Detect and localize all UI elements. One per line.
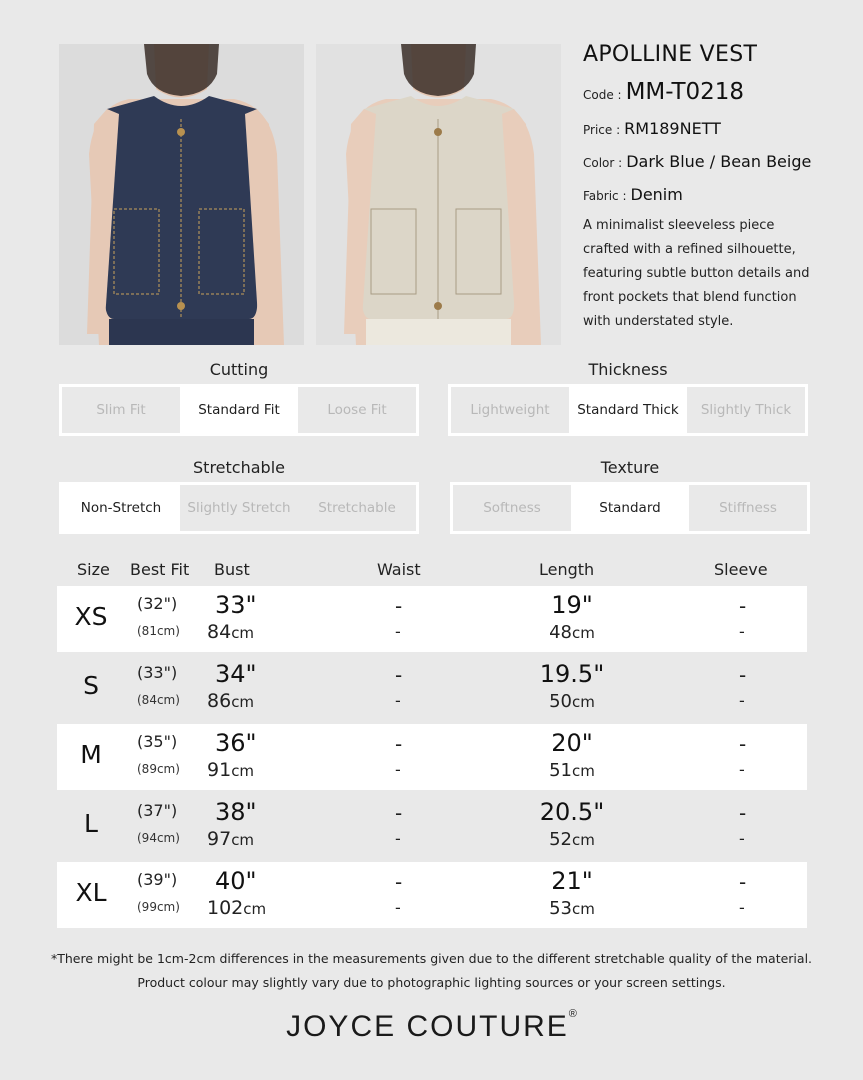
size-label: M: [80, 740, 102, 769]
size-row-xl: [57, 862, 807, 928]
length-inch: 19.5": [539, 660, 605, 688]
waist-cm: -: [395, 829, 401, 848]
bust-cm-value: 91: [207, 759, 232, 781]
header-best-fit: Best Fit: [130, 560, 190, 579]
thickness-title: Thickness: [588, 360, 668, 379]
bust-cm-value: 102: [207, 897, 244, 919]
sleeve-inch: -: [739, 801, 747, 825]
cutting-option: Standard Fit: [180, 387, 298, 433]
waist-inch: -: [395, 732, 403, 756]
bust-cm: [207, 690, 254, 712]
unit-label: cm: [231, 693, 255, 711]
length-cm: [517, 898, 627, 919]
registered-mark: ®: [568, 1008, 577, 1020]
product-price: RM189NETT: [624, 119, 721, 138]
product-photo-bean-beige: [316, 44, 561, 345]
size-row-s: [57, 655, 807, 721]
size-label: XL: [75, 878, 107, 907]
unit-label: cm: [231, 831, 255, 849]
header-waist: Waist: [377, 560, 421, 579]
product-code: MM-T0218: [625, 79, 745, 105]
bust-inch: 34": [215, 660, 257, 688]
bust-cm-value: 86: [207, 690, 232, 712]
best-fit-cm: (84cm): [137, 693, 180, 707]
size-chart-header: [57, 556, 807, 586]
thickness-option: Standard Thick: [569, 387, 687, 433]
brand-name: JOYCE COUTURE: [286, 1010, 569, 1043]
length-cm: [517, 760, 627, 781]
waist-inch: -: [395, 801, 403, 825]
length-inch: 19": [551, 591, 593, 619]
best-fit-inch: (33"): [137, 663, 178, 682]
sleeve-cm: -: [739, 898, 745, 917]
waist-cm: -: [395, 898, 401, 917]
product-photo-dark-blue: [59, 44, 304, 345]
product-description: A minimalist sleeveless piece crafted with a refined silhouette, featuring subtle button details and front pockets that blend function with understated style.: [583, 218, 810, 329]
bust-inch: 38": [215, 798, 257, 826]
stretchable-option: Non-Stretch: [62, 485, 180, 531]
thickness-scale: [448, 384, 808, 436]
best-fit-cm: (89cm): [137, 762, 180, 776]
product-price-row: [583, 119, 823, 138]
code-label: Code :: [583, 88, 622, 102]
size-label: S: [83, 671, 99, 700]
length-inch: 20": [551, 729, 593, 757]
texture-option: Softness: [453, 485, 571, 531]
texture-scale: [450, 482, 810, 534]
cutting-option: Loose Fit: [298, 387, 416, 433]
size-chart: [57, 556, 807, 931]
header-sleeve: Sleeve: [714, 560, 768, 579]
unit-label: cm: [572, 693, 595, 711]
waist-inch: -: [395, 594, 403, 618]
best-fit-inch: (35"): [137, 732, 178, 751]
fabric-label: Fabric :: [583, 189, 627, 203]
waist-inch: -: [395, 663, 403, 687]
sleeve-cm: -: [739, 760, 745, 779]
waist-cm: -: [395, 691, 401, 710]
length-inch: 20.5": [539, 798, 605, 826]
sleeve-cm: -: [739, 622, 745, 641]
best-fit-inch: (39"): [137, 870, 178, 889]
best-fit-cm: (94cm): [137, 831, 180, 845]
product-code-row: [583, 79, 823, 105]
bust-cm: [207, 621, 254, 643]
length-cm-value: 51: [549, 760, 573, 781]
unit-label: cm: [231, 762, 255, 780]
length-inch: 21": [551, 867, 593, 895]
cutting-group: [59, 360, 419, 436]
size-label: XS: [74, 602, 108, 631]
length-cm-value: 53: [549, 898, 573, 919]
length-cm: [517, 691, 627, 712]
best-fit-cm: (81cm): [137, 624, 180, 638]
sleeve-cm: -: [739, 691, 745, 710]
thickness-group: [448, 360, 808, 436]
brand-logo: [0, 1010, 863, 1044]
bust-inch: 36": [215, 729, 257, 757]
cutting-scale: [59, 384, 419, 436]
product-color-row: [583, 152, 823, 171]
bust-cm: [207, 759, 254, 781]
texture-title: Texture: [600, 458, 660, 477]
length-cm-value: 48: [549, 622, 573, 643]
bust-inch: 33": [215, 591, 257, 619]
bust-cm-value: 84: [207, 621, 232, 643]
sleeve-inch: -: [739, 594, 747, 618]
thickness-option: Slightly Thick: [687, 387, 805, 433]
header-length: Length: [539, 560, 595, 579]
product-fabric-row: [583, 185, 823, 204]
cutting-title: Cutting: [209, 360, 269, 379]
stretchable-option: Stretchable: [298, 485, 416, 531]
colour-note: Product colour may slightly vary due to photographic lighting sources or your screen settings.: [137, 975, 726, 990]
color-label: Color :: [583, 156, 623, 170]
best-fit-cm: (99cm): [137, 900, 180, 914]
product-color: Dark Blue / Bean Beige: [626, 152, 812, 171]
bust-cm-value: 97: [207, 828, 232, 850]
bust-inch: 40": [215, 867, 257, 895]
header-bust: Bust: [214, 560, 250, 579]
length-cm-value: 50: [549, 691, 573, 712]
stretchable-option: Slightly Stretch: [180, 485, 298, 531]
size-label: L: [84, 809, 98, 838]
size-row-l: [57, 793, 807, 859]
bust-cm: [207, 828, 254, 850]
waist-cm: -: [395, 622, 401, 641]
size-row-xs: [57, 586, 807, 652]
price-label: Price :: [583, 123, 621, 137]
unit-label: cm: [572, 624, 595, 642]
size-row-m: [57, 724, 807, 790]
unit-label: cm: [243, 900, 267, 918]
stretchable-scale: [59, 482, 419, 534]
header-size: Size: [77, 560, 110, 579]
product-fabric: Denim: [630, 185, 683, 204]
cutting-option: Slim Fit: [62, 387, 180, 433]
texture-option: Standard: [571, 485, 689, 531]
waist-inch: -: [395, 870, 403, 894]
sleeve-inch: -: [739, 732, 747, 756]
length-cm: [517, 622, 627, 643]
product-name: APOLLINE VEST: [583, 42, 758, 67]
unit-label: cm: [231, 624, 255, 642]
best-fit-inch: (32"): [137, 594, 178, 613]
measurement-note: *There might be 1cm-2cm differences in the measurements given due to the different stretchable quality of the material.: [50, 951, 813, 966]
texture-option: Stiffness: [689, 485, 807, 531]
sleeve-inch: -: [739, 870, 747, 894]
sleeve-cm: -: [739, 829, 745, 848]
texture-group: [450, 458, 810, 534]
product-info: [583, 42, 823, 334]
stretchable-title: Stretchable: [193, 458, 285, 477]
bust-cm: [207, 897, 266, 919]
stretchable-group: [59, 458, 419, 534]
length-cm-value: 52: [549, 829, 573, 850]
unit-label: cm: [572, 831, 595, 849]
best-fit-inch: (37"): [137, 801, 178, 820]
thickness-option: Lightweight: [451, 387, 569, 433]
unit-label: cm: [572, 900, 595, 918]
sleeve-inch: -: [739, 663, 747, 687]
length-cm: [517, 829, 627, 850]
waist-cm: -: [395, 760, 401, 779]
unit-label: cm: [572, 762, 595, 780]
